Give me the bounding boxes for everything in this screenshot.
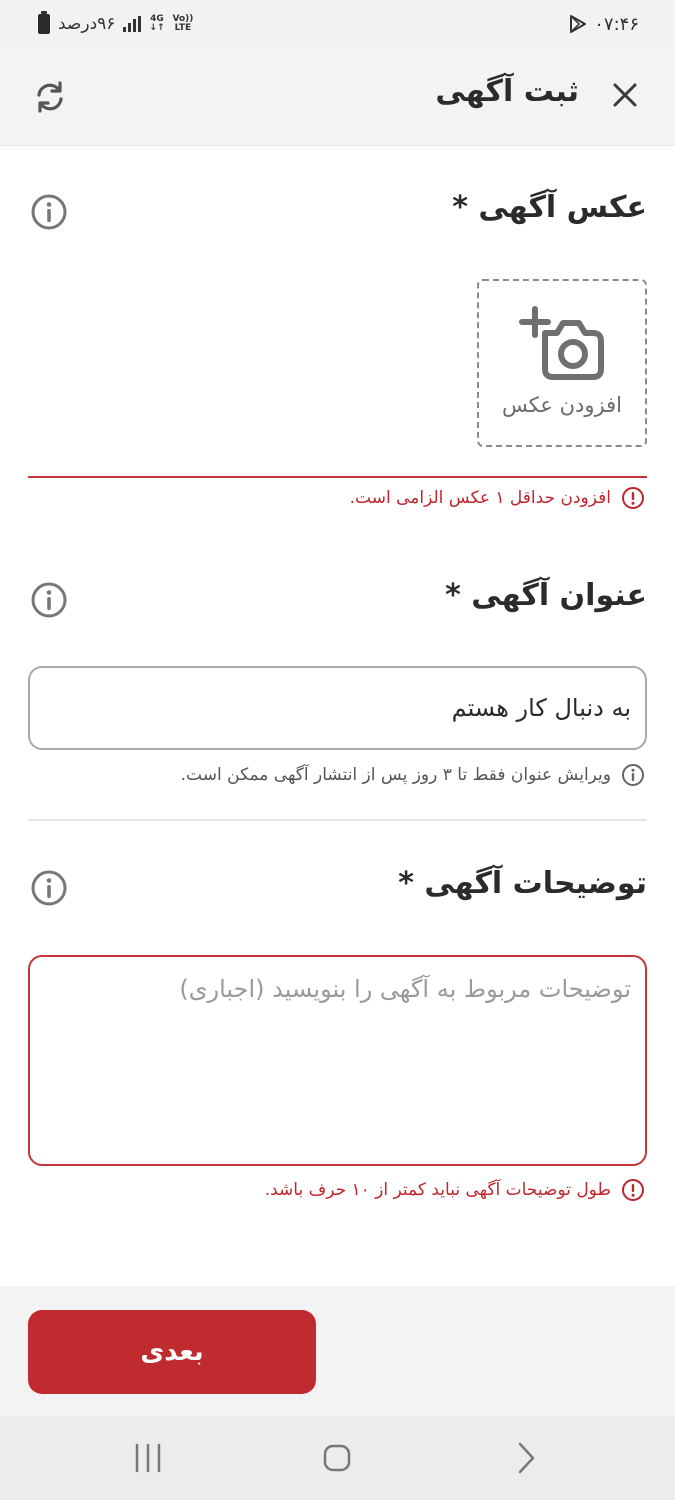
network-activity: ↓↑ — [149, 23, 165, 33]
volte-top: Vo)) — [172, 14, 194, 24]
close-icon — [612, 82, 638, 108]
recent-apps-icon[interactable] — [128, 1438, 168, 1478]
add-photo-label: افزودن عکس — [502, 393, 622, 417]
photo-info-icon[interactable] — [30, 193, 68, 231]
volte-bottom: LTE — [174, 23, 192, 33]
info-icon — [621, 763, 645, 787]
page-title: ثبت آگهی — [435, 74, 579, 109]
section-divider — [28, 819, 647, 821]
description-textarea[interactable] — [28, 955, 647, 1166]
footer — [0, 1286, 675, 1416]
title-section-title: عنوان آگهی * — [445, 578, 647, 613]
description-section-title: توضیحات آگهی * — [398, 866, 647, 901]
status-bar — [0, 0, 675, 46]
add-photo-button[interactable] — [477, 279, 647, 447]
photo-section-title: عکس آگهی * — [452, 190, 647, 225]
network-type: 4G — [150, 14, 164, 24]
description-error-message — [265, 1178, 645, 1202]
photo-error-divider — [28, 476, 647, 478]
add-photo-icon — [519, 305, 605, 383]
volte-badge — [173, 15, 194, 33]
photo-error-message — [350, 486, 645, 510]
battery-icon — [38, 14, 50, 34]
status-clock-area — [568, 10, 639, 38]
description-info-icon[interactable] — [30, 869, 68, 907]
signal-icon — [123, 16, 141, 32]
network-4g-badge — [149, 15, 164, 33]
home-icon[interactable] — [317, 1438, 357, 1478]
play-store-icon — [568, 14, 588, 34]
title-info-icon[interactable] — [30, 581, 68, 619]
close-button[interactable] — [609, 79, 641, 111]
error-icon — [621, 1178, 645, 1202]
status-indicators — [38, 10, 193, 38]
refresh-icon — [33, 80, 67, 114]
system-nav-bar — [0, 1416, 675, 1500]
description-error-text: طول توضیحات آگهی نباید کمتر از ۱۰ حرف باشد. — [264, 1180, 611, 1200]
back-icon[interactable] — [506, 1438, 546, 1478]
battery-level: ۹۶درصد — [58, 14, 116, 34]
clock: ۰۷:۴۶ — [594, 13, 639, 35]
error-icon — [621, 486, 645, 510]
next-button[interactable]: بعدی — [28, 1310, 316, 1394]
ad-title-input[interactable] — [28, 666, 647, 750]
refresh-button[interactable] — [32, 79, 68, 115]
title-hint-text: ویرایش عنوان فقط تا ۳ روز پس از انتشار آگهی ممکن است. — [180, 765, 611, 785]
photo-error-text: افزودن حداقل ۱ عکس الزامی است. — [349, 488, 611, 508]
title-hint — [181, 763, 645, 787]
app-bar — [0, 46, 675, 146]
